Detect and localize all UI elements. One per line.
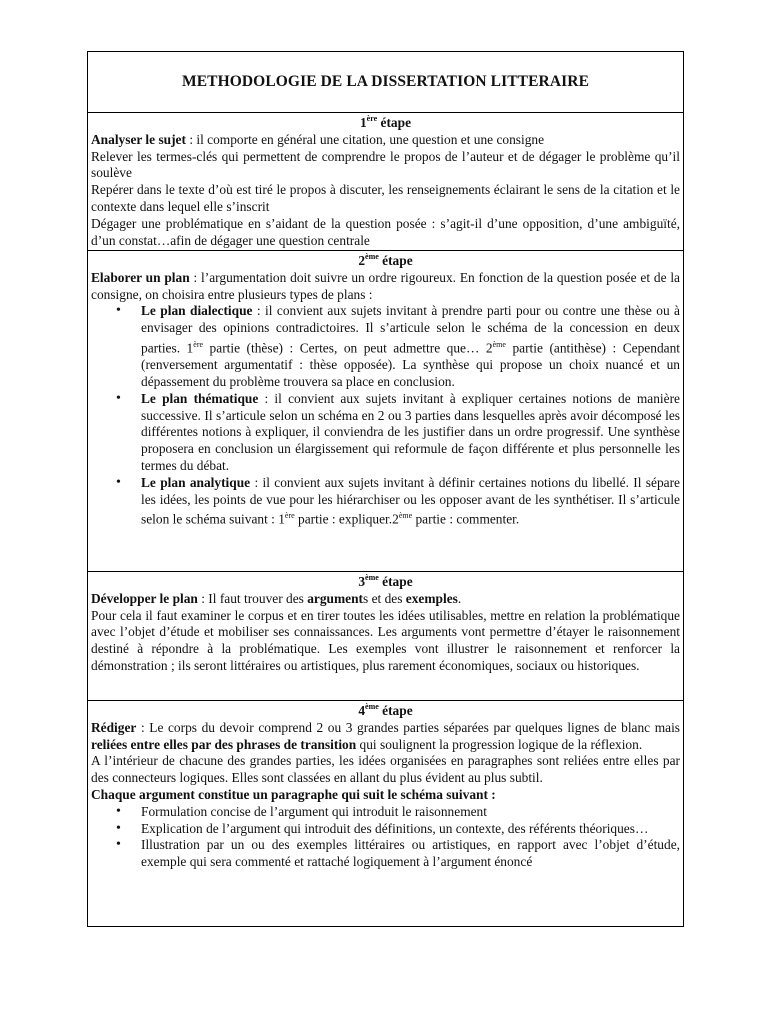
list-item-plan-dialectique xyxy=(141,303,680,390)
step-ordinal: ème xyxy=(365,572,379,582)
step-1-paragraph: Dégager une problématique en s’aidant de la question posée : s’agit-il d’une opposition, d’une ambiguïté, d’un constat…afin de dégager une question centrale xyxy=(91,215,680,248)
list-item: • Formulation concise de l’argument qui introduit le raisonnement xyxy=(141,804,680,821)
step-1-intro xyxy=(91,132,680,149)
step-1-paragraph: Relever les termes-clés qui permettent de comprendre le propos de l’auteur et de dégager le problème qu’il soulève xyxy=(91,148,680,181)
step-4-text: qui soulignent la progression logique de la réflexion. xyxy=(356,736,643,752)
plan-name: Le plan analytique xyxy=(141,474,251,490)
ordinal-sup: ère xyxy=(284,511,295,521)
step-3-bold: exemples xyxy=(405,590,458,606)
step-3-paragraph: Pour cela il faut examiner le corpus et en tirer toutes les idées utilisables, mettre en relation la problématique avec l’objet d’étude et mobiliser ses connaissances. Les arguments vont permettre d’étayer le raisonnement destiné à répondre à la problématique. Les exemples vont illustrer le raisonnement et renforcer la démonstration ; ils seront littéraires ou artistiques, plus rarement économiques, sociaux ou historiques. xyxy=(91,607,680,673)
step-label: étape xyxy=(382,253,413,268)
step-2-lead: Elaborer un plan xyxy=(91,269,190,285)
ordinal-sup: ère xyxy=(193,339,204,349)
step-3-intro xyxy=(91,591,680,608)
list-item: • Illustration par un ou des exemples littéraires ou artistiques, en rapport avec l’objet d’étude, exemple qui sera commenté et rattaché logiquement à l’argument énoncé xyxy=(141,837,680,871)
step-label: étape xyxy=(382,574,413,589)
step-2-cell xyxy=(88,250,683,571)
step-4-intro xyxy=(91,720,680,754)
step-1-lead-rest: : il comporte en général une citation, une question et une consigne xyxy=(185,131,545,147)
step-number: 4 xyxy=(358,703,366,718)
list-item: • Explication de l’argument qui introduit des définitions, un contexte, des référents théoriques… xyxy=(141,821,680,838)
step-2-lead-rest: : l’argumentation doit suivre un ordre rigoureux. En fonction de la question posée et de la consigne, on choisira entre plusieurs types de plans : xyxy=(91,269,680,302)
step-ordinal: ème xyxy=(365,701,379,711)
plan-text: partie : commenter. xyxy=(412,511,520,527)
step-number: 1 xyxy=(359,115,367,130)
step-4-paragraph: A l’intérieur de chacune des grandes parties, les idées organisées en paragraphes sont reliées entre elles par des connecteurs logiques. Elles sont classées en allant du plus évident au plus subtil. xyxy=(91,753,680,786)
step-3-text: s et des xyxy=(363,590,406,606)
plan-name: Le plan thématique xyxy=(141,390,259,406)
step-3-cell xyxy=(88,571,683,700)
plan-text: : il convient aux sujets invitant à prendre parti pour ou contre une thèse ou à envisager des opinions contradictoires. Il s’articule selon le schéma de la concession en deux parties. 1 xyxy=(141,303,680,356)
step-4-bold-line: Chaque argument constitue un paragraphe qui suit le schéma suivant : xyxy=(91,786,496,802)
step-2-heading xyxy=(91,253,680,270)
step-4-cell xyxy=(88,700,683,926)
argument-schema-list xyxy=(91,804,680,871)
step-3-heading xyxy=(91,574,680,591)
step-2-intro xyxy=(91,270,680,304)
step-3-bold: argument xyxy=(307,590,364,606)
step-label: étape xyxy=(380,115,412,130)
plan-text: : il convient aux sujets invitant à expliquer certaines notions de manière successive. Il s’articule selon un schéma en 2 ou 3 parties dans lesquelles après avoir décomposé les différentes notions à expliquer, il conviendra de les justifier dans un ordre progressif. Une synthèse proposera en conclusion un élargissement qui reformule de façon différente et plus personnelle les termes du débat. xyxy=(141,390,680,474)
step-label: étape xyxy=(382,703,413,718)
step-4-lead: Rédiger xyxy=(91,719,137,735)
plan-name: Le plan dialectique xyxy=(141,303,253,319)
ordinal-sup: ème xyxy=(398,511,413,521)
step-1-cell xyxy=(88,112,683,250)
step-ordinal: ère xyxy=(366,113,378,123)
step-3-text: : Il faut trouver des xyxy=(197,590,308,606)
step-4-bold: reliées entre elles par des phrases de transition xyxy=(91,736,357,752)
step-1-lead: Analyser le sujet xyxy=(91,131,186,147)
step-4-heading xyxy=(91,703,680,720)
plan-types-list xyxy=(91,303,680,528)
list-item-plan-thematique xyxy=(141,391,680,475)
step-4-text: : Le corps du devoir comprend 2 ou 3 grandes parties séparées par quelques lignes de blanc mais xyxy=(136,719,680,735)
plan-text: : il convient aux sujets invitant à définir certaines notions du libellé. Il sépare les idées, les points de vue pour les hiérarchiser ou les opposer avant de les synthétiser. Il s’articule selon le schéma suivant : 1 xyxy=(141,474,680,527)
title-row xyxy=(88,52,683,112)
step-number: 2 xyxy=(358,253,366,268)
step-1-paragraph: Repérer dans le texte d’où est tiré le propos à discuter, les renseignements éclairant le sens de la citation et le contexte dans lequel elle s’inscrit xyxy=(91,182,680,214)
step-3-lead: Développer le plan xyxy=(91,590,198,606)
step-3-text: . xyxy=(457,590,462,606)
plan-text: partie (antithèse) : Cependant (renversement argumentatif : thèse opposée). La synthèse qui propose un choix nuancé et un dépassement du problème trouvera sa place en conclusion. xyxy=(141,340,680,390)
methodology-table xyxy=(87,51,684,927)
plan-text: partie : expliquer.2 xyxy=(294,511,399,527)
plan-text: partie (thèse) : Certes, on peut admettre que… 2 xyxy=(203,340,493,356)
list-item-plan-analytique xyxy=(141,475,680,529)
step-1-heading xyxy=(91,115,680,132)
document-title: METHODOLOGIE DE LA DISSERTATION LITTERAIRE xyxy=(181,72,590,90)
step-number: 3 xyxy=(358,574,366,589)
ordinal-sup: ème xyxy=(492,339,506,349)
step-ordinal: ème xyxy=(365,251,379,261)
